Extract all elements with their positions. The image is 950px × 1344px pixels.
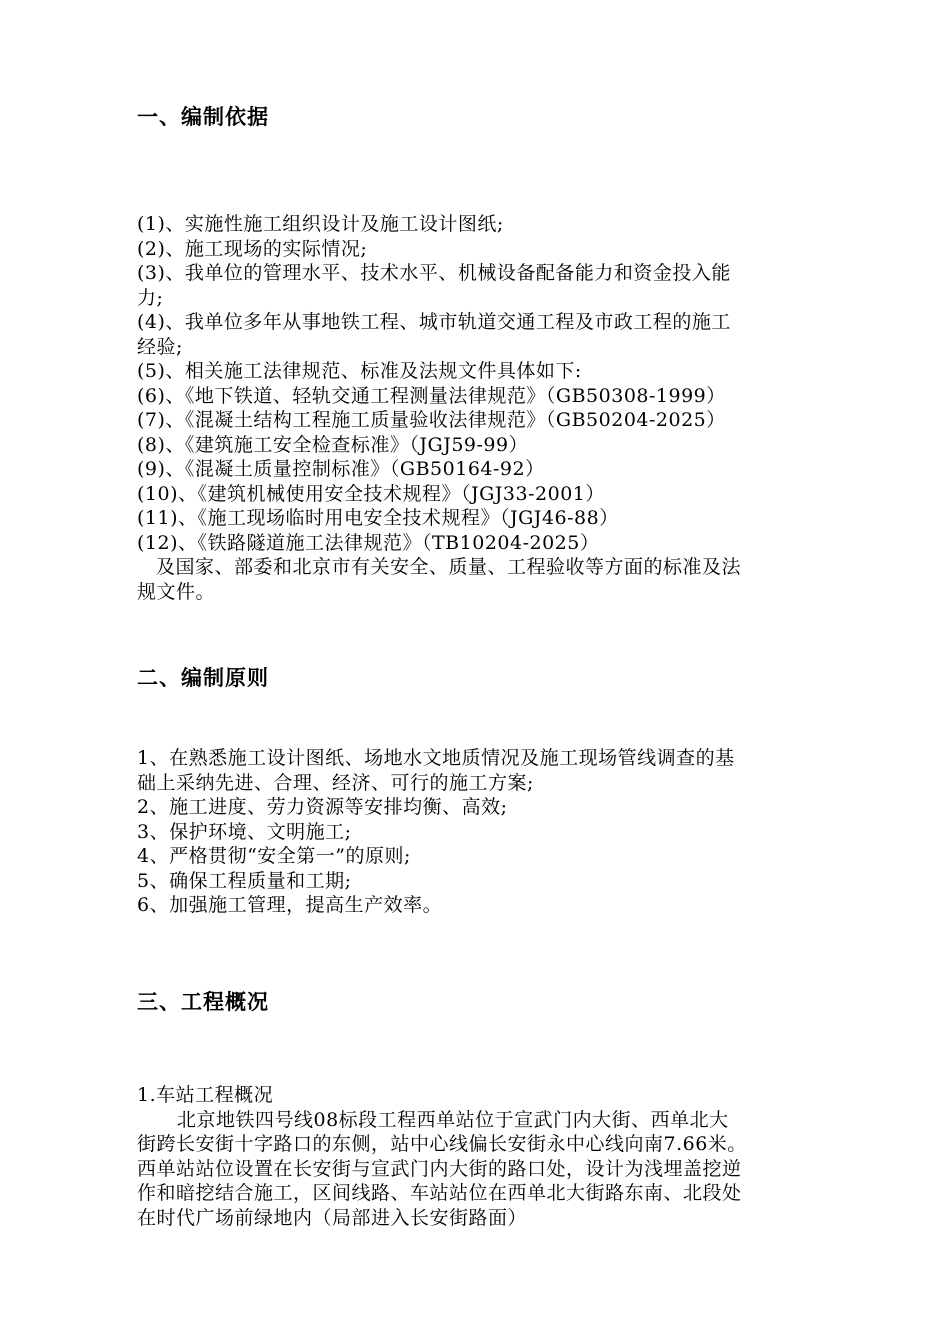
basis-line: (2)、施工现场的实际情况;: [137, 237, 368, 260]
overview-subheading: 1.车站工程概况: [137, 1084, 274, 1106]
basis-line: 规文件。: [137, 580, 216, 603]
principles-list: [137, 746, 837, 918]
section-heading-principles: 二、编制原则: [137, 666, 269, 690]
basis-line: (5)、相关施工法律规范、标准及法规文件具体如下:: [137, 360, 582, 382]
principle-line: 4、严格贯彻“安全第一”的原则;: [137, 845, 411, 867]
principle-line: 1、在熟悉施工设计图纸、场地水文地质情况及施工现场管线调查的基: [137, 747, 735, 769]
section-heading-overview: 三、工程概况: [137, 990, 269, 1014]
principle-line: 础上采纳先进、合理、经济、可行的施工方案;: [137, 771, 534, 794]
overview-line: 在时代广场前绿地内（局部进入长安街路面）: [137, 1206, 528, 1229]
principle-line: 5、确保工程质量和工期;: [137, 869, 352, 892]
principle-line: 6、加强施工管理，提高生产效率。: [137, 894, 443, 916]
basis-line: (9)、《混凝土质量控制标准》（GB50164-92）: [137, 458, 545, 480]
basis-line: (11)、《施工现场临时用电安全技术规程》（JGJ46-88）: [137, 507, 619, 529]
basis-list: [137, 212, 837, 604]
principle-line: 3、保护环境、文明施工;: [137, 820, 352, 843]
overview-line: 作和暗挖结合施工，区间线路、车站站位在西单北大街路东南、北段处: [137, 1182, 742, 1204]
basis-line: 力;: [137, 286, 164, 309]
basis-line: 经验;: [137, 335, 183, 358]
overview-line: 北京地铁四号线08标段工程西单站位于宣武门内大街、西单北大: [177, 1108, 729, 1131]
basis-line: 及国家、部委和北京市有关安全、质量、工程验收等方面的标准及法: [156, 556, 742, 578]
basis-line: (12)、《铁路隧道施工法律规范》（TB10204-2025）: [137, 531, 600, 554]
basis-line: (10)、《建筑机械使用安全技术规程》（JGJ33-2001）: [137, 482, 605, 505]
basis-line: (8)、《建筑施工安全检查标准》（JGJ59-99）: [137, 433, 529, 456]
overview-body: [137, 1083, 837, 1230]
section-heading-basis: 一、编制依据: [137, 105, 269, 129]
principle-line: 2、施工进度、劳力资源等安排均衡、高效;: [137, 796, 508, 818]
basis-line: (6)、《地下铁道、轻轨交通工程测量法律规范》（GB50308-1999）: [137, 384, 726, 407]
basis-line: (7)、《混凝土结构工程施工质量验收法律规范》（GB50204-2025）: [137, 409, 726, 431]
basis-line: (3)、我单位的管理水平、技术水平、机械设备配备能力和资金投入能: [137, 262, 731, 284]
basis-line: (1)、实施性施工组织设计及施工设计图纸;: [137, 213, 504, 235]
basis-line: (4)、我单位多年从事地铁工程、城市轨道交通工程及市政工程的施工: [137, 311, 731, 333]
overview-line: 街跨长安街十字路口的东侧，站中心线偏长安街永中心线向南7.66米。: [137, 1133, 747, 1155]
overview-line: 西单站站位设置在长安街与宣武门内大街的路口处，设计为浅埋盖挖逆: [137, 1157, 742, 1180]
